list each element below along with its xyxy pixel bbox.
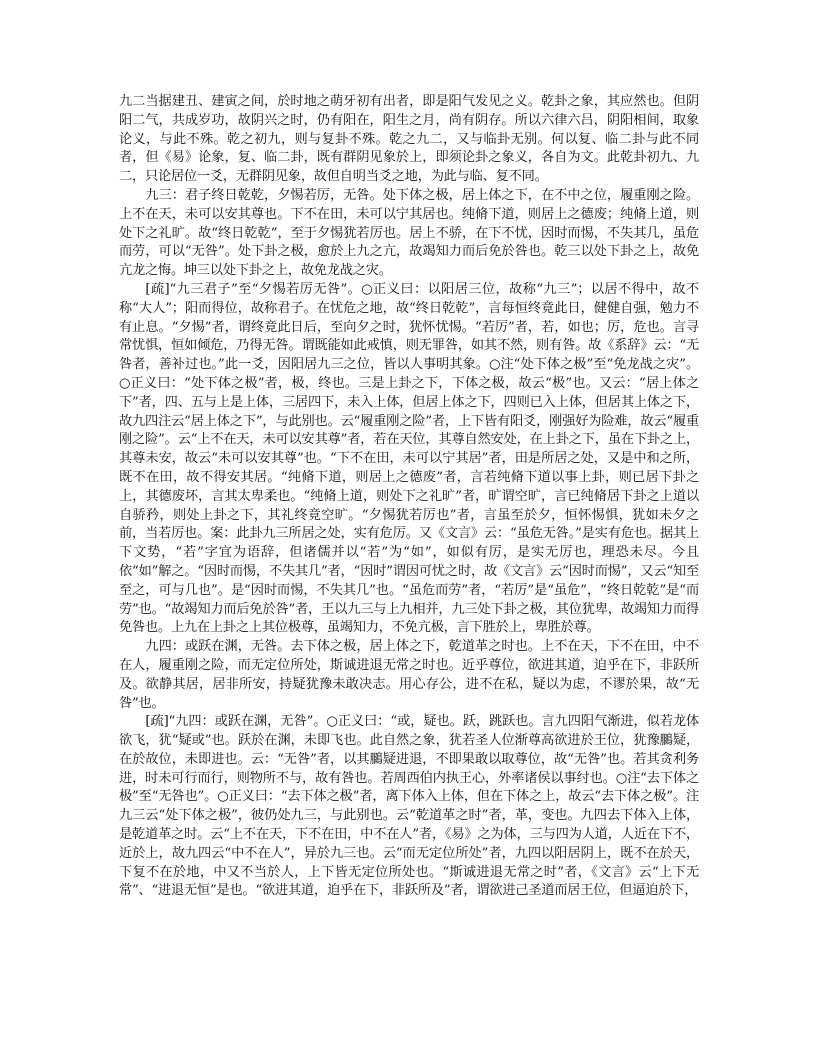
paragraph-jiu-san-text: 九三：君子终日乾乾，夕惕若厉，无咎。处下体之极，居上体之下，在不中之位，履重刚之险。上不在天，未可以安其尊也。下不在田，未可以宁其居也。纯脩下道，则居上之德废；纯脩上道，则处下之礼旷。故“终日乾乾”，至于夕惕犹若厉也。居上不骄，在下不忧，因时而惕，不失其几，虽危而劳，可以“无咎”。处下卦之极，愈於上九之亢，故竭知力而后免於咎也。乾三以处下卦之上，故免亢龙之悔。坤三以处下卦之上，故免龙战之灾。 [119, 187, 699, 279]
paragraph-jiu-er-continuation: 九二当据建丑、建寅之间，於时地之萌牙初有出者，即是阳气发见之义。乾卦之象，其应然也。但阴阳二气，共成岁功，故阴兴之时，仍有阳在，阳生之月，尚有阴存。所以六律六吕，阴阳相间，取象论义，与此不殊。乾之初九，则与复卦不殊。乾之九二，又与临卦无别。何以复、临二卦与此不同者，但《易》论象，复、临二卦，既有群阴见象於上，即须论卦之象义，各自为文。此乾卦初九、九二，只论居位一爻，无群阴见象，故但自明当爻之地，为此与临、复不同。 [119, 94, 699, 185]
paragraph-jiu-san-commentary: [疏]“九三君子”至“夕惕若厉无咎”。○正义曰：以阳居三位，故称“九三”；以居不得中，故不称“大人”；阳而得位，故称君子。在忧危之地，故“终日乾乾”，言每恒终竟此日，健健自强，勉力不有止息。“夕惕”者，谓终竟此日后，至向夕之时，犹怀忧惕。“若厉”者，若，如也；厉，危也。言寻常忧惧，恒如倾危，乃得无咎。谓既能如此戒慎，则无罪咎，如其不然，则有咎。故《系辞》云：“无咎者，善补过也。”此一爻，因阳居九三之位，皆以人事明其象。○注“处下体之极”至“免龙战之灾”。○正义曰：“处下体之极”者，极，终也。三是上卦之下，下体之极，故云“极”也。又云：“居上体之下”者，四、五与上是上体，三居四下，未入上体，但居上体之下，四则已入上体，但居其上体之下，故九四注云“居上体之下”，与此别也。云“履重刚之险”者，上下皆有阳爻，刚强好为险难，故云“履重刚之险”。云“上不在天，未可以安其尊”者，若在天位，其尊自然安处，在上卦之下，虽在下卦之上，其尊未安，故云“未可以安其尊”也。“下不在田，未可以宁其居”者，田是所居之处，又是中和之所，既不在田，故不得安其居。“纯脩下道，则居上之德废”者，言若纯脩下道以事上卦，则已居下卦之上，其德废坏，言其太卑柔也。“纯脩上道，则处下之礼旷”者，旷谓空旷，言已纯脩居下卦之上道以自骄矜，则处上卦之下，其礼终竟空旷。“夕惕犹若厉也”者，言虽至於夕，恒怀惕惧，犹如未夕之前，当若厉也。案：此卦九三所居之处，实有危厉。又《文言》云：“虽危无咎。”是实有危也。据其上下文势，“若”字宜为语辞，但诸儒并以“若”为“如”，如似有厉，是实无厉也，理恐未尽。今且依“如”解之。“因时而惕，不失其几”者，“因时”谓因可忧之时，故《文言》云“因时而惕”，又云“知至至之，可与几也”。是“因时而惕，不失其几”也。“虽危而劳”者，“若厉”是“虽危”，“终日乾乾”是“而劳”也。“故竭知力而后免於咎”者，王以九三与上九相并，九三处下卦之极，其位犹卑，故竭知力而得免咎也。上九在上卦之上其位极尊，虽竭知力，不免亢极，言下胜於上，卑胜於尊。 [119, 281, 699, 636]
paragraph-jiu-si-commentary: [疏]“九四：或跃在渊，无咎”。○正义曰：“或，疑也。跃，跳跃也。言九四阳气渐进，似若龙体欲飞，犹“疑或”也。跃於在渊，未即飞也。此自然之象，犹若圣人位渐尊高欲进於王位，犹豫鵩疑，在於故位，未即进也。云：“无咎”者，以其鵩疑进退，不即果敢以取尊位，故“无咎”也。若其贪利务进，时未可行而行，则物所不与，故有咎也。若周西伯内执王心，外率诸侯以事纣也。○注“去下体之极”至“无咎也”。○正义曰：“去下体之极”者，离下体入上体，但在下体之上，故云“去下体之极”。注九三云“处下体之极”，彼仍处九三，与此别也。云“乾道革之时”者，革，变也。九四去下体入上体，是乾道革之时。云“上不在天，下不在田，中不在人”者，《易》之为体，三与四为人道，人近在下不，近於上，故九四云“中不在人”，异於九三也。云“而无定位所处”者，九四以阳居阴上，既不在於天，下复不在於地，中又不当於人，上下皆无定位所处也。“斯诚进退无常之时”者，《文言》云“上下无常”、“进退无恒”是也。“欲进其道，迫乎在下，非跃所及”者，谓欲进己圣道而居王位，但逼迫於下， [119, 714, 699, 899]
document-page [119, 93, 699, 901]
paragraph-jiu-si-text: 九四：或跃在渊，无咎。去下体之极，居上体之下，乾道革之时也。上不在天，下不在田，中不在人，履重刚之险，而无定位所处，斯诚进退无常之时也。近乎尊位，欲进其道，迫乎在下，非跃所及。欲静其居，居非所安，持疑犹豫未敢决志。用心存公，进不在私，疑以为虑，不谬於果，故“无咎”也。 [119, 639, 699, 711]
